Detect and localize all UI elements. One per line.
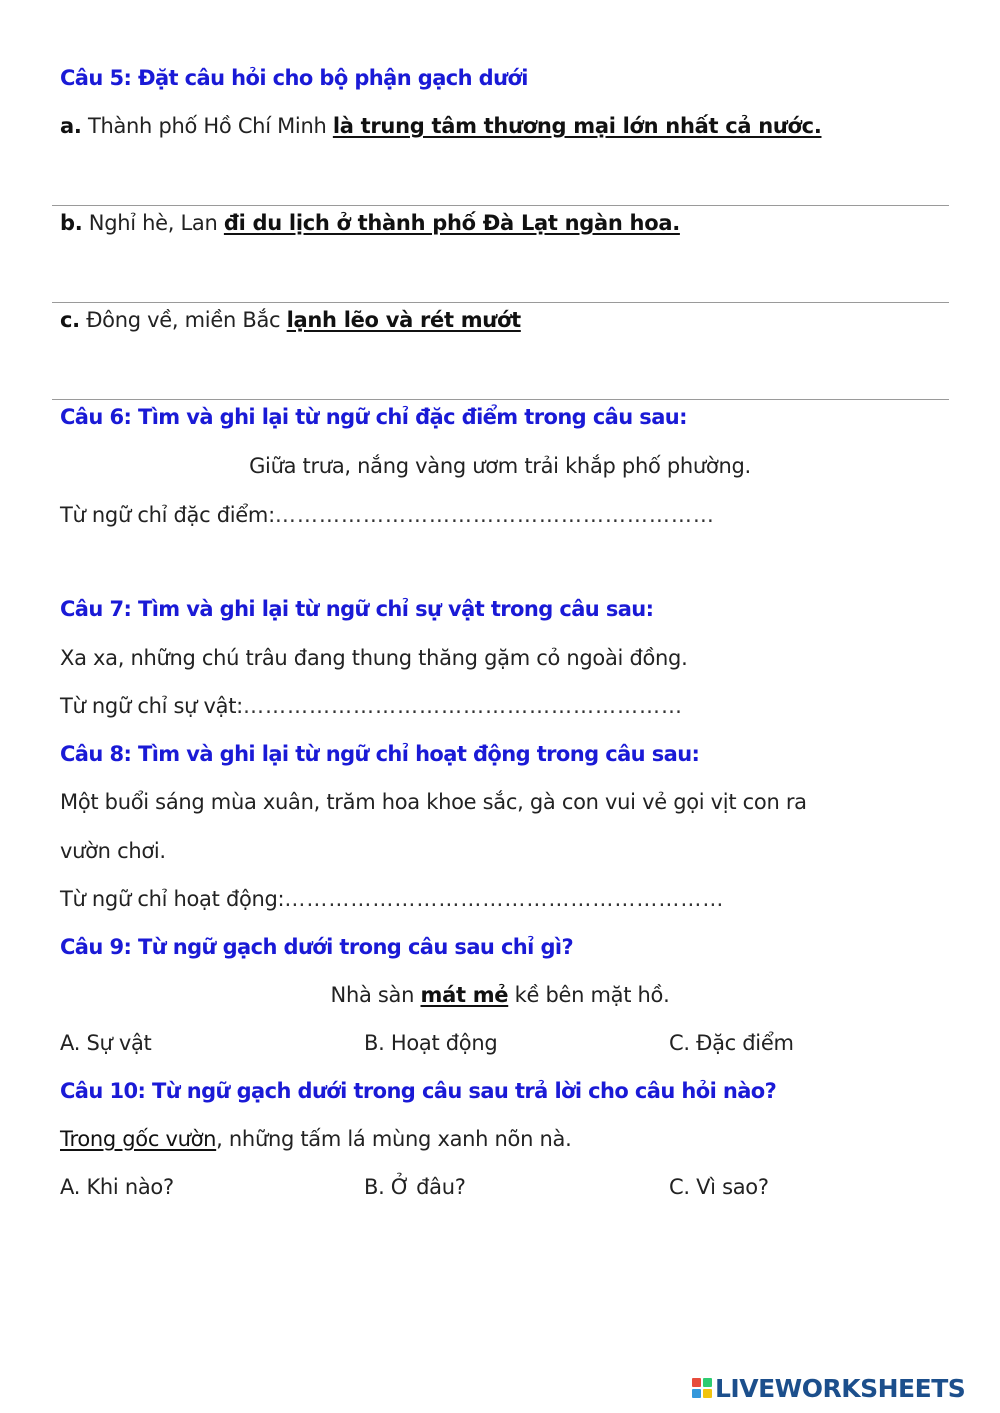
question-6-title: Câu 6: Tìm và ghi lại từ ngữ chỉ đặc điểm trong câu sau: bbox=[60, 405, 687, 429]
question-9-option-a[interactable]: A. Sự vật bbox=[60, 1031, 152, 1055]
item-text: Nghỉ hè, Lan bbox=[82, 211, 224, 235]
answer-line-c[interactable] bbox=[52, 399, 949, 400]
item-label: c. bbox=[60, 308, 80, 332]
underlined-phrase: lạnh lẽo và rét mướt bbox=[286, 308, 521, 332]
question-7-answer bbox=[60, 694, 683, 718]
item-text: Đông về, miền Bắc bbox=[79, 308, 287, 332]
question-10-option-a[interactable]: A. Khi nào? bbox=[60, 1175, 174, 1199]
question-5-item-a bbox=[60, 114, 822, 138]
logo-square bbox=[703, 1378, 712, 1387]
underlined-phrase: mát mẻ bbox=[420, 983, 509, 1007]
question-9-option-c[interactable]: C. Đặc điểm bbox=[669, 1031, 794, 1055]
sentence-text: Nhà sàn bbox=[330, 983, 421, 1007]
question-6-sentence: Giữa trưa, nắng vàng ươm trải khắp phố phường. bbox=[249, 454, 751, 478]
answer-blank[interactable]: …………………………………………………… bbox=[242, 694, 683, 718]
answer-line-b[interactable] bbox=[52, 302, 949, 303]
question-5-item-b bbox=[60, 211, 680, 235]
item-label: a. bbox=[60, 114, 82, 138]
question-10-sentence bbox=[60, 1127, 571, 1151]
underlined-phrase: là trung tâm thương mại lớn nhất cả nước. bbox=[332, 114, 822, 138]
question-10-option-b[interactable]: B. Ở đâu? bbox=[364, 1175, 466, 1199]
question-9-sentence bbox=[0, 983, 1000, 1007]
question-8-sentence-line-1: Một buổi sáng mùa xuân, trăm hoa khoe sắc, gà con vui vẻ gọi vịt con ra bbox=[60, 790, 807, 814]
answer-label: Từ ngữ chỉ hoạt động: bbox=[60, 887, 285, 911]
question-8-title: Câu 8: Tìm và ghi lại từ ngữ chỉ hoạt động trong câu sau: bbox=[60, 742, 700, 766]
item-label: b. bbox=[60, 211, 83, 235]
question-7-title: Câu 7: Tìm và ghi lại từ ngữ chỉ sự vật trong câu sau: bbox=[60, 597, 654, 621]
question-6-answer bbox=[60, 503, 715, 527]
underlined-phrase: Trong gốc vườn bbox=[60, 1127, 217, 1151]
item-text: Thành phố Hồ Chí Minh bbox=[81, 114, 333, 138]
logo-square bbox=[692, 1378, 701, 1387]
answer-blank[interactable]: …………………………………………………… bbox=[274, 503, 715, 527]
logo-square bbox=[692, 1389, 701, 1398]
answer-label: Từ ngữ chỉ sự vật: bbox=[60, 694, 243, 718]
answer-line-a[interactable] bbox=[52, 205, 949, 206]
sentence-text: kề bên mặt hồ. bbox=[508, 983, 670, 1007]
question-7-sentence: Xa xa, những chú trâu đang thung thăng gặm cỏ ngoài đồng. bbox=[60, 646, 688, 670]
question-9-title: Câu 9: Từ ngữ gạch dưới trong câu sau chỉ gì? bbox=[60, 935, 574, 959]
logo-text: LIVEWORKSHEETS bbox=[715, 1373, 966, 1403]
answer-blank[interactable]: …………………………………………………… bbox=[284, 887, 725, 911]
question-9-option-b[interactable]: B. Hoạt động bbox=[364, 1031, 498, 1055]
liveworksheets-logo[interactable] bbox=[692, 1373, 965, 1403]
liveworksheets-logo-icon bbox=[692, 1378, 712, 1398]
underlined-phrase: đi du lịch ở thành phố Đà Lạt ngàn hoa. bbox=[223, 211, 680, 235]
question-5-item-c bbox=[60, 308, 521, 332]
question-8-answer bbox=[60, 887, 724, 911]
question-10-option-c[interactable]: C. Vì sao? bbox=[669, 1175, 769, 1199]
logo-square bbox=[703, 1389, 712, 1398]
sentence-text: , những tấm lá mùng xanh nõn nà. bbox=[216, 1127, 572, 1151]
question-8-sentence-line-2: vườn chơi. bbox=[60, 839, 166, 863]
question-10-title: Câu 10: Từ ngữ gạch dưới trong câu sau trả lời cho câu hỏi nào? bbox=[60, 1079, 777, 1103]
question-5-title: Câu 5: Đặt câu hỏi cho bộ phận gạch dưới bbox=[60, 66, 528, 90]
answer-label: Từ ngữ chỉ đặc điểm: bbox=[60, 503, 275, 527]
